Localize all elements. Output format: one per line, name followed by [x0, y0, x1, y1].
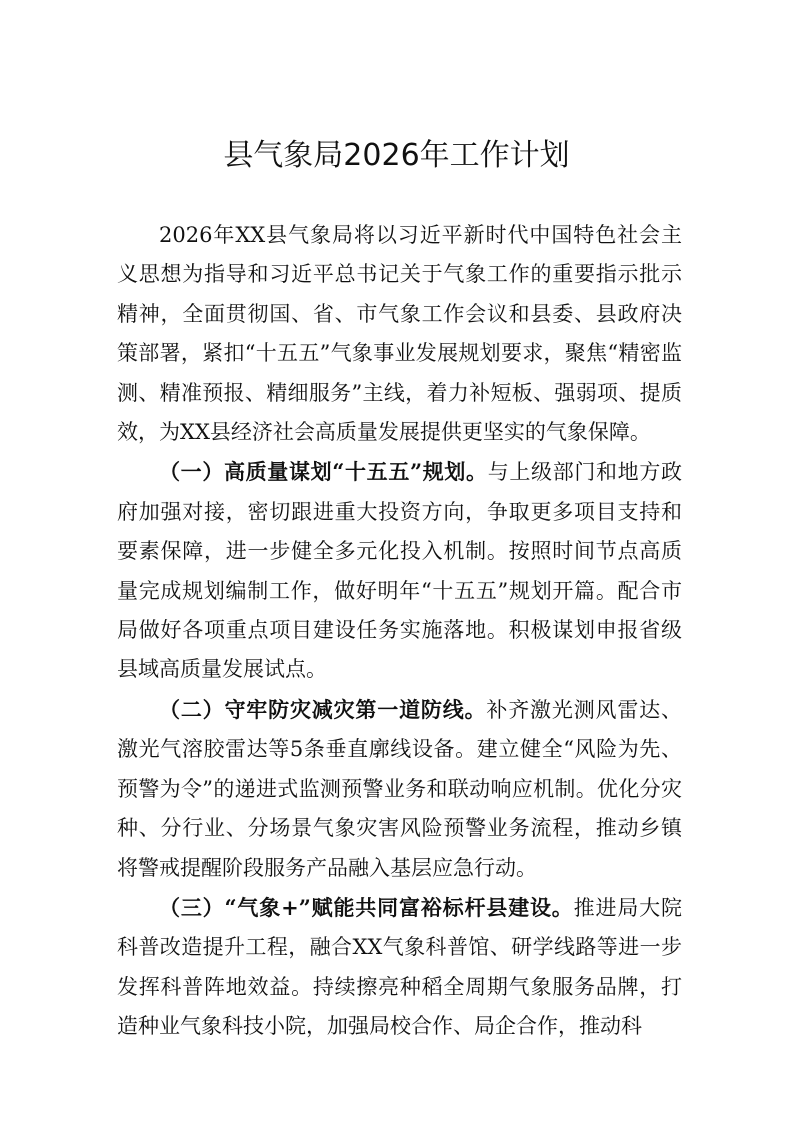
- section-paragraph-1: [117, 452, 682, 689]
- section-heading-3: （三）“气象+”赋能共同富裕标杆县建设。: [159, 894, 574, 920]
- section-paragraph-3: [117, 888, 682, 1047]
- document-title: 县气象局2026年工作计划: [223, 138, 570, 173]
- section-heading-2: （二）守牢防灾减灾第一道防线。: [159, 696, 487, 722]
- section-body-1: 与上级部门和地方政府加强对接，密切跟进重大投资方向，争取更多项目支持和要素保障，进一步健全多元化投入机制。按照时间节点高质量完成规划编制工作，做好明年“十五五”规划开篇。配合市局做好各项重点项目建设任务实施落地。积极谋划申报省级县域高质量发展试点。: [117, 460, 682, 682]
- section-paragraph-2: [117, 690, 682, 888]
- section-body-2: 补齐激光测风雷达、激光气溶胶雷达等5条垂直廓线设备。建立健全“风险为先、预警为令”的递进式监测预警业务和联动响应机制。优化分灾种、分行业、分场景气象灾害风险预警业务流程，推动乡镇将警戒提醒阶段服务产品融入基层应急行动。: [117, 697, 682, 880]
- section-heading-1: （一）高质量谋划“十五五”规划。: [159, 459, 488, 485]
- section-body-3: 推进局大院科普改造提升工程，融合XX气象科普馆、研学线路等进一步发挥科普阵地效益。持续擦亮种稻全周期气象服务品牌，打造种业气象科技小院，加强局校合作、局企合作，推动科: [117, 895, 683, 1039]
- intro-paragraph: 2026年XX县气象局将以习近平新时代中国特色社会主义思想为指导和习近平总书记关于气象工作的重要指示批示精神，全面贯彻国、省、市气象工作会议和县委、县政府决策部署，紧扣“十五五”气象事业发展规划要求，聚焦“精密监测、精准预报、精细服务”主线，着力补短板、强弱项、提质效，为XX县经济社会高质量发展提供更坚实的气象保障。: [117, 223, 682, 445]
- document-body: [117, 216, 682, 1047]
